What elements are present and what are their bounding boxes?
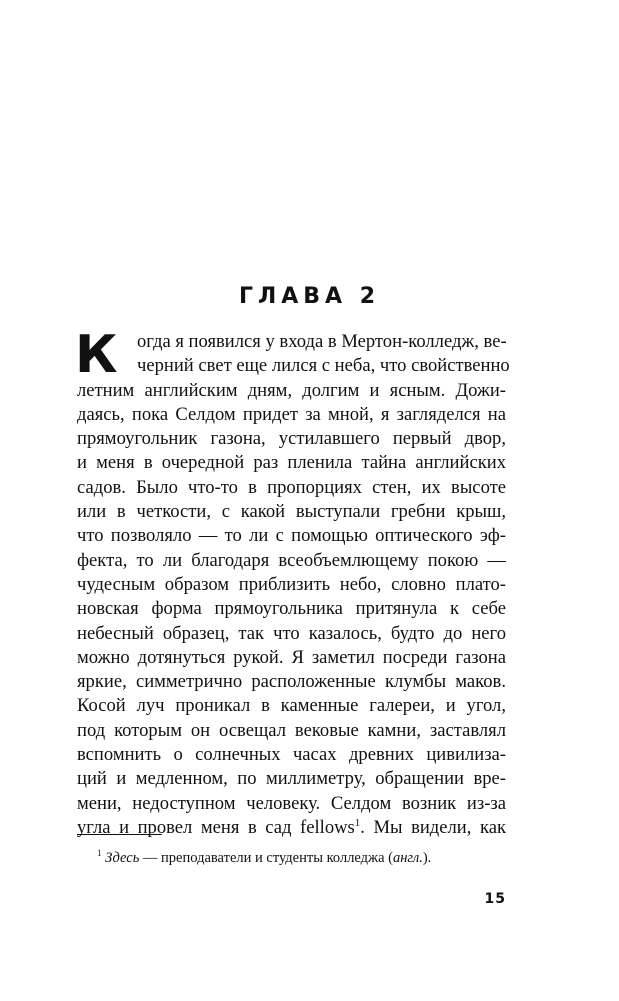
text-line: небесный образец, так что казалось, будто до него	[77, 622, 506, 644]
text-line: Косой луч проникал в каменные галереи, и угол,	[77, 695, 506, 717]
footnote-text: — преподаватели и студенты колледжа (	[139, 849, 393, 866]
text-segment: . Мы видели, как	[360, 816, 506, 838]
footnote-closing: ).	[422, 849, 432, 866]
footnote-term: Здесь	[105, 849, 140, 866]
text-line: даясь, пока Селдом придет за мной, я загляделся на	[77, 403, 506, 425]
text-line: под которым он освещал вековые камни, заставлял	[77, 719, 506, 741]
text-line: фекта, то ли благодаря всеобъемлющему покою —	[77, 549, 506, 571]
text-segment: угла и провел меня в сад fellows	[77, 816, 355, 838]
text-line: ций и медленном, по миллиметру, обращении вре-	[77, 768, 506, 790]
text-line-last	[77, 816, 506, 840]
text-line: чудесным образом приблизить небо, словно плато-	[77, 573, 506, 595]
chapter-title: ГЛАВА 2	[238, 284, 381, 309]
footnote-reference[interactable]: 1	[354, 816, 361, 829]
text-line: новская форма прямоугольника притянула к себе	[77, 598, 506, 620]
body-text	[75, 325, 510, 840]
text-line: яркие, симметрично расположенные клумбы маков.	[77, 671, 506, 693]
text-line: мени, недоступном человеку. Селдом возник из-за	[77, 792, 506, 814]
text-line: или в четкости, с какой выступали гребни крыш,	[77, 501, 506, 523]
footnote-marker: 1	[97, 848, 102, 858]
text-line: летним английским дням, долгим и ясным. Дожи-	[77, 379, 506, 401]
footnote-lang: англ.	[392, 849, 423, 866]
drop-cap: К	[75, 325, 118, 385]
text-line: огда я появился у входа в Мертон-колледж, ве-	[137, 331, 507, 352]
text-line: вспомнить о солнечных часах древних цивилиза-	[77, 744, 506, 766]
text-line: можно дотянуться рукой. Я заметил посреди газона	[77, 646, 506, 668]
text-line: прямоугольник газона, устилавшего первый двор,	[77, 428, 506, 450]
page-number: 15	[484, 891, 506, 907]
text-line: садов. Было что-то в пропорциях стен, их высоте	[77, 476, 506, 498]
footnote	[97, 843, 517, 868]
text-line: черний свет еще лился с неба, что свойственно	[137, 355, 510, 377]
footnote-divider	[77, 834, 162, 835]
text-line: и меня в очередной раз пленила тайна английских	[77, 452, 506, 474]
text-line: что позволяло — то ли с помощью оптического эф-	[77, 525, 506, 547]
